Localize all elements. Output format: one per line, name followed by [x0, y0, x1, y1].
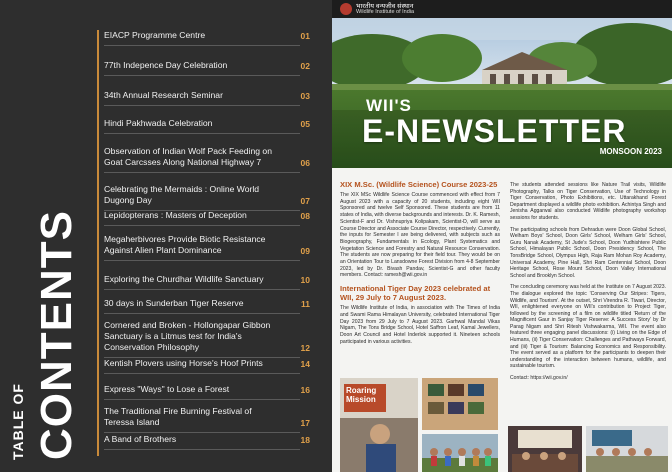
toc-divider-line [97, 30, 99, 456]
org-name-hindi: भारतीय वन्यजीव संस्थान [356, 3, 414, 10]
toc-item-title: 30 days in Sunderban Tiger Reserve [104, 298, 244, 308]
toc-item[interactable] [104, 434, 310, 450]
toc-item[interactable] [104, 358, 310, 374]
article-paragraph: The concluding ceremony was held at the Institute on 7 August 2023. The dialogue explored the topic 'Conserving Our Stripes: Tigers, Wildlife, and Tourism'. At the outset, Shri Virendra R. Tiwari, Director, WII, enlightened everyone on WII's contribution to Project Tiger, followed by the screening of a film on wildlife titled 'Return of the Magnificent Gaur in Sanjay Tiger Reserve: A Success Story' by Dr Parag Nigam and Shri Ritesh Vishwakarma, WII. The event also featured three engaging panel discussions: (i) Living on the Edge of Humans, (ii) Tiger Conservation: Challenges and Pathways Forward, and (iii) Tiger & Tourism: Balancing Economics and Responsibility. The event served as a platform for the participants to deepen their understanding of the interaction between humans, wildlife, and sustainable tourism. [510, 284, 666, 370]
toc-item-title: The Traditional Fire Burning Festival of Teressa Island [104, 406, 252, 427]
toc-item-title: A Band of Brothers [104, 434, 177, 444]
toc-item[interactable] [104, 384, 310, 400]
top-bar [332, 0, 672, 18]
toc-item-title: Hindi Pakhwada Celebration [104, 118, 213, 128]
toc-item-page-number: 08 [300, 211, 310, 221]
photo-exhibition-illustration [422, 378, 498, 430]
toc-item-title: Lepidopterans : Masters of Deception [104, 210, 247, 220]
toc-item[interactable] [104, 146, 310, 173]
toc-item-page-number: 17 [300, 418, 310, 428]
edition-label: MONSOON 2023 [599, 147, 662, 156]
toc-item[interactable] [104, 30, 310, 46]
toc-item[interactable] [104, 90, 310, 106]
toc-item-title: Celebrating the Mermaids : Online World Dugong Day [104, 184, 260, 205]
toc-title-small: TABLE OF [10, 383, 26, 460]
contact-line: Contact: https://wii.gov.in/ [510, 375, 568, 382]
toc-item-title: Observation of Indian Wolf Pack Feeding on Goat Carcsses Along National Highway 7 [104, 146, 272, 167]
toc-item-page-number: 11 [301, 299, 310, 309]
toc-item-title: 34th Annual Research Seminar [104, 90, 223, 100]
masthead-prefix: WII'S [366, 96, 412, 115]
toc-title [12, 20, 84, 460]
table-of-contents-panel [0, 0, 332, 472]
masthead-title: E-NEWSLETTER [362, 113, 627, 149]
newsletter-page [332, 0, 672, 472]
article-paragraph: The participating schools from Dehradun were Doon Global School, Welham Boys' School, Doon Girls' School, Welham Girls' School, Guru Nanak Academy, St Jude's School, Doon Yudhishtere Public School, Himalayan Public School, Doon Presidency School, The TonsBridge School, Olympus High, Raja Ram Mohan Roy Academy, Universal Academy, Pine Hall, Shri Ram Centennial School, Doon Heritage School, Rose Mount School, Doon Valley International School and Brooklyn School. [510, 226, 666, 279]
toc-item[interactable] [104, 406, 310, 433]
article-paragraph: The students attended sessions like Nature Trail visits, Wildlife Photography, Talks on Tiger Conservation, Use of Technology in Tiger Conservation, Photo Exhibitions, etc. Uttarakhand Forest Department displayed a wildlife photo exhibition. Achintya Singh and Jenisha Aggarwal also conducted Wildlife photography workshop sessions for students. [510, 182, 666, 221]
toc-item-page-number: 14 [300, 359, 310, 369]
photo-panel-discussion [508, 426, 582, 472]
hero-image [332, 0, 672, 168]
photo-banner-text: Roaring Mission [346, 386, 377, 404]
toc-item-page-number: 09 [300, 246, 310, 256]
toc-item-title: Kentish Plovers using Horse's Hoof Prints [104, 358, 263, 368]
toc-item-title: EIACP Programme Centre [104, 30, 206, 40]
toc-item-page-number: 05 [300, 119, 310, 129]
toc-item-page-number: 01 [300, 31, 310, 41]
toc-item-title: Megaherbivores Provide Biotic Resistance Against Alien Plant Dominance [104, 234, 266, 255]
org-name-english: Wildlife Institute of India [356, 9, 415, 15]
photo-speaker [340, 378, 418, 472]
toc-item-page-number: 10 [300, 275, 310, 285]
photo-exhibition [422, 378, 498, 430]
article-body: The Wildlife Institute of India, in association with The Times of India and Swami Rama Himalayan University, celebrated International Tiger Day 2023 from 29 July to 7 August 2023. Garhwal Mandal Vikas Nigam, The Tons Bridge School, Hotel Saffron Leaf, Kamal Jewellers, Doon Art Council and Hotel Inderlok supported it. Nineteen schools participated in various activities. [340, 305, 500, 345]
article-heading: International Tiger Day 2023 celebrated at WII, 29 July to 7 August 2023. [340, 284, 491, 303]
right-column [510, 182, 666, 387]
toc-item-title: Exploring the Churdhar Wildlife Sanctuary [104, 274, 264, 284]
toc-item[interactable] [104, 274, 310, 290]
toc-item[interactable] [104, 118, 310, 134]
photo-panel-illustration [508, 426, 582, 472]
toc-item-title: 77th Indepence Day Celebration [104, 60, 228, 70]
toc-item[interactable] [104, 60, 310, 76]
toc-item[interactable] [104, 298, 310, 314]
toc-item-page-number: 02 [300, 61, 310, 71]
toc-item[interactable] [104, 234, 310, 261]
toc-item-title: Express "Ways" to Lose a Forest [104, 384, 230, 394]
photo-ceremony-illustration [586, 426, 668, 472]
toc-item[interactable] [104, 320, 310, 358]
institute-logo-icon [340, 3, 352, 15]
article-body: The XIX MSc Wildlife Science Course commenced with effect from 7 August 2023 with a capacity of 20 students, including eight WII Sponsored and twelve Self Sponsored. These students are from 11 states of India, with diverse backgrounds and interests. Dr. K. Ramesh, Scientist-F and Dr. Vishnupriya Kolipakam, Scientist-D, will serve as Course Director and Associate Course Director, respectively. Currently, the inputs for Semester I are being delivered, with subjects such as Biogeography, Fundamentals in Ecology, Plant Systematics and Vegetation Science and Forestry and Natural Resource Conservation. The students are now preparing for their field tour. They would be on an Orientation Tour to Lansdowne Forest Division from 4-8 September 2023, led by Dr. Bivash Pandav, Scientist-G and other faculty members. Contact: ramesh@wii.gov.in [340, 192, 500, 279]
toc-item[interactable] [104, 210, 310, 226]
photo-group-illustration [422, 434, 498, 472]
toc-item-page-number: 16 [300, 385, 310, 395]
toc-item[interactable] [104, 184, 310, 211]
toc-item-page-number: 18 [300, 435, 310, 445]
left-column [340, 180, 500, 350]
toc-item-page-number: 12 [300, 343, 310, 353]
article-heading: XIX M.Sc. (Wildlife Science) Course 2023-25 [340, 180, 498, 189]
toc-item-page-number: 07 [300, 196, 310, 206]
toc-title-big: CONTENTS [32, 210, 81, 460]
photo-group [422, 434, 498, 472]
toc-item-page-number: 06 [300, 158, 310, 168]
toc-item-page-number: 03 [300, 91, 310, 101]
toc-item-title: Cornered and Broken - Hollongapar Gibbon Sanctuary is a Litmus test for India's Conservation Philosophy [104, 320, 271, 352]
photo-ceremony [586, 426, 668, 472]
